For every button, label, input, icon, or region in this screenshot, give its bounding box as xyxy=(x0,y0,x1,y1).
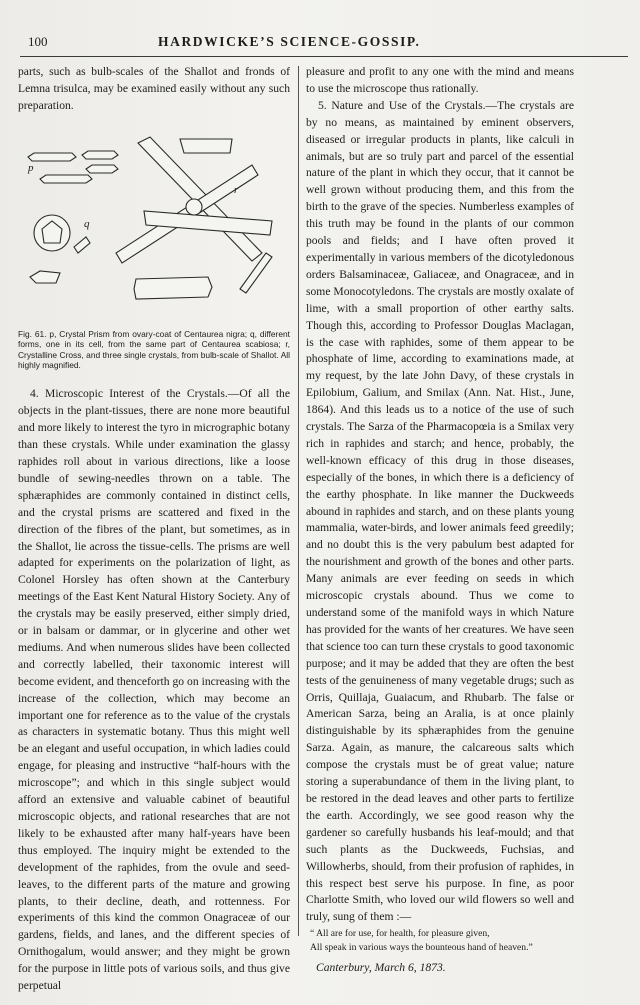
section-4-paragraph: 4. Microscopic Interest of the Crystals.—Of all the objects in the plant-tissues, there are none more beautiful and more likely to interest the tyro in micrographic botany than these crystals. While under examination the glassy raphides roll about in various directions, like a loose bundle of sewing-needles thrown on a table. The sphæraphides are commonly contained in distinct cells, and the crystal prisms are scattered and fixed in the direction of the fibres of the plant, but sometimes, as in the Shallot, lie across the tissue-cells. The prisms are well adapted for experiments on the polarization of light, as Colonel Horsley has often shown at the Canterbury meetings of the East Kent Natural History Society. Any of the crystals may be easily preserved, either simply dried, or in balsam or dammar, or in glycerine and other wet mediums. And when numerous slides have been collected and correctly labelled, their taxonomic interest will become evident, and thenceforth go on increasing with the increase of the collection, which may become an important one for reference as to the value of the crystals as characters in systematic botany. Thus this might well be an elegant and useful occupation, in which ladies could engage, for pleasing and instructive “half-hours with the microscope”; and which in this single subject would afford an extensive and valuable cabinet of beautiful microscopic objects, and rational researches that are not likely to be exhausted after many half-years have been thus employed. The inquiry might be extended to the development of the raphides, from the ovule and seed-leaves, to the different parts of the mature and growing plants, to their decline, death, and rottenness. For experiments of this kind the common Onagraceæ of our gardens, fields, and lanes, and the different species of Ornithogalum, would answer; and they might be grown for the purpose in little pots of various soils, and thus give perpetual xyxy=(18,387,290,993)
running-title: HARDWICKE’S SCIENCE-GOSSIP. xyxy=(158,34,421,49)
figure-label-r: r xyxy=(234,183,239,196)
crystal-prism-p3 xyxy=(40,175,92,183)
crystal-single-top xyxy=(180,139,232,153)
crystal-q2 xyxy=(74,237,90,253)
signoff-text: Canterbury, March 6, 1873. xyxy=(316,960,446,974)
figure-label-p: p xyxy=(28,161,34,174)
cross-center xyxy=(186,199,202,215)
signoff xyxy=(306,961,574,974)
figure-caption: Fig. 61. p, Crystal Prism from ovary-coat of Centaurea nigra; q, different forms, one in its cell, from the same part of Centaurea scabiosa; r, Crystalline Cross, and three single crystals, from bulb-scale of Shallot. All highly magnified. xyxy=(18,328,290,370)
right-column xyxy=(306,64,574,974)
page-number: 100 xyxy=(28,34,48,49)
crystal-prism-p4 xyxy=(86,165,118,173)
column-divider xyxy=(298,66,299,936)
section-5-paragraph: 5. Nature and Use of the Crystals.—The crystals are by no means, as maintained by eminent observers, diseased or irregular products in plants, like calculi in animals, but are so truly part and parcel of the essential nature of the plant in which they occur, that it cannot be well grown without producing them, and this from the birth to the grave of the species. Numberless examples of this truth may be found in the plants of our common pools and fields; and I have often proved it experimentally in various members of the dicotyledonous orders Balsaminaceæ, Galiaceæ, and Onagraceæ, and in some Monocotyledons. The crystals are mostly oxalate of lime, with a small proportion of other earthy salts. Though this, according to Professor Douglas Maclagan, is the case with raphides, some of them appear to be phosphate of lime, according to examinations made, at my request, by the late John Davy, of these crystals in Epilobium, Galium, and Smilax (Ann. Nat. Hist., June, 1864). And this leads us to a notice of the use of such crystals. The Sarza of the Pharmacopœia is a Smilax very rich in raphides and starch; and hence, probably, the well-known efficacy of this drug in those diseases, especially of the bones, in which there is a deficiency of the earthy phosphate. In like manner the Duckweeds abound in raphides and starch, and on these plants young mammalia, water-birds, and lower animals feed greedily; and no doubt this is the very pabulum best adapted for the nourishment and growth of the bones and other parts. Many animals are ever feeding on seeds in which microscopic crystals abound. Thus we come to understand some of the manifold ways in which Nature has provided for the wants of her creatures. We have seen that science too can turn these crystals to good taxonomic purpose; and it may be added that they are often the best tests of the genuineness of many vegetable drugs; such as Orris, Quillaja, Guaiacum, and Rhubarb. The false or American Sarza, being an Aralia, is at once plainly distinguishable by its sphæraphides from the genuine Sarza. Again, as manure, the calcareous salts which compose the crystals must be of great value; nature storing a superabundance of them in the living plant, to be restored in the dead leaves and other parts to fertilize the earth. Accordingly, we see good reason why the gardener so carefully husbands his leaf-mould; and that such plants as the Duckweeds, Fuchsias, and Willowherbs, should, from their profusion of raphides, in this respect best serve his purpose. In fine, as poor Charlotte Smith, who loved our wild flowers so well and truly, sung of them :— xyxy=(306,98,574,924)
intro-paragraph: parts, such as bulb-scales of the Shallot and fronds of Lemna trisulca, may be examined easily without any such preparation. xyxy=(18,65,290,112)
continuation-paragraph: pleasure and profit to any one with the mind and means to use the microscope thus rationally. xyxy=(306,65,574,95)
crystal-prism-p2 xyxy=(82,151,118,159)
crystal-illustration xyxy=(18,129,290,309)
crystal-figure xyxy=(18,129,290,309)
quote-line-1: “ All are for use, for health, for pleasure given, xyxy=(310,928,490,940)
quote-line-2: All speak in various ways the bounteous hand of heaven.” xyxy=(310,942,533,954)
crystal-single-bottom xyxy=(134,277,212,299)
header-rule xyxy=(20,56,628,57)
crystal-single-right xyxy=(240,253,272,293)
figure-label-q: q xyxy=(84,217,90,230)
page-header xyxy=(28,34,628,52)
left-column xyxy=(18,64,290,993)
crystal-q3 xyxy=(30,271,60,283)
crystal-prism-p1 xyxy=(28,153,76,161)
